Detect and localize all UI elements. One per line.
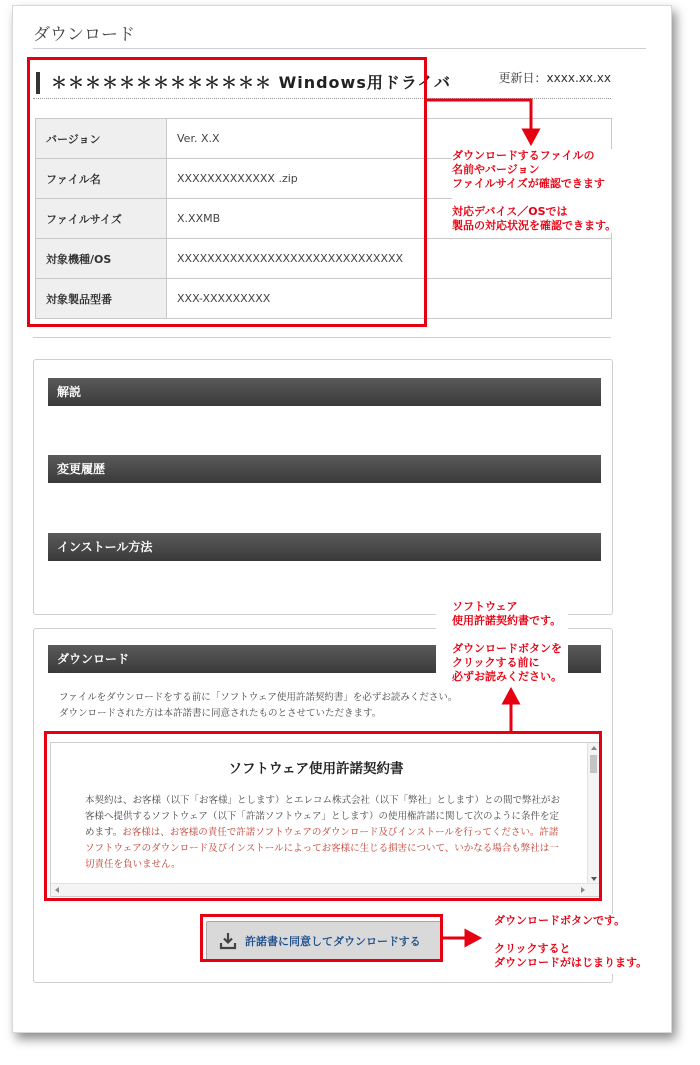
- page-title: ダウンロード: [33, 25, 135, 45]
- info-label-os: 対象機種/OS: [36, 239, 167, 279]
- info-value-filesize: X.XXMB: [167, 199, 612, 239]
- annotation-box-license: [44, 731, 602, 901]
- annotation-box-info: [27, 57, 427, 327]
- info-label-model: 対象製品型番: [36, 279, 167, 319]
- section-header-install[interactable]: インストール方法: [48, 533, 601, 561]
- license-disclaimer: お客様は、お客様の責任で許諾ソフトウェアのダウンロード及びインストールを行ってください。許諾ソフトウェアのダウンロード及びインストールによってお客様に生じる損害について、いかなる場合も弊社は一切責任を負いません。: [85, 827, 559, 870]
- annotation-license-text: ソフトウェア 使用許諾契約書です。 ダウンロードボタンを クリックする前に 必ずお読みください。: [436, 596, 568, 690]
- update-date: 更新日：xxxx.xx.xx: [498, 71, 611, 85]
- info-value-filename: XXXXXXXXXXXXX .zip: [167, 159, 612, 199]
- section-divider: [33, 337, 611, 338]
- license-text: 本契約は、お客様（以下「お客様」とします）とエレコム株式会社（以下「弊社」とします）との間で弊社がお客様へ提供するソフトウェア（以下「許諾ソフトウェア」とします）の使用権許諾に関して次のように条件を定めます。: [85, 795, 561, 838]
- info-value-version: Ver. X.X: [167, 119, 612, 159]
- annotation-info-text: ダウンロードするファイルの 名前やバージョン ファイルサイズが確認できます 対応デバイス／OSでは 製品の対応状況を確認できます。: [452, 149, 617, 232]
- download-button-label: 許諾書に同意してダウンロードする: [245, 935, 421, 948]
- section-header-history[interactable]: 変更履歴: [48, 455, 601, 483]
- info-label-filename: ファイル名: [36, 159, 167, 199]
- annotation-box-button: [200, 914, 443, 962]
- license-title: ソフトウェア使用許諾契約書: [228, 761, 404, 777]
- title-divider: [33, 48, 646, 49]
- info-label-filesize: ファイルサイズ: [36, 199, 167, 239]
- section-header-description[interactable]: 解説: [48, 378, 601, 406]
- section-header-download: ダウンロード: [48, 645, 601, 673]
- annotation-button-text: ダウンロードボタンです。 クリックすると ダウンロードがはじまります。: [486, 914, 653, 974]
- download-note-line1: ファイルをダウンロードをする前に「ソフトウェア使用許諾契約書」を必ずお読みください。: [59, 692, 458, 703]
- info-label-version: バージョン: [36, 119, 167, 159]
- info-value-model: XXX-XXXXXXXXX: [167, 279, 612, 319]
- info-value-os: XXXXXXXXXXXXXXXXXXXXXXXXXXXXXX: [167, 239, 612, 279]
- product-title: ＊＊＊＊＊＊＊＊＊＊＊＊＊ Windows用ドライバ: [51, 73, 452, 92]
- download-note-line2: ダウンロードされた方は本許諾書に同意されたものとさせていただきます。: [59, 708, 382, 719]
- details-panel: [33, 359, 613, 615]
